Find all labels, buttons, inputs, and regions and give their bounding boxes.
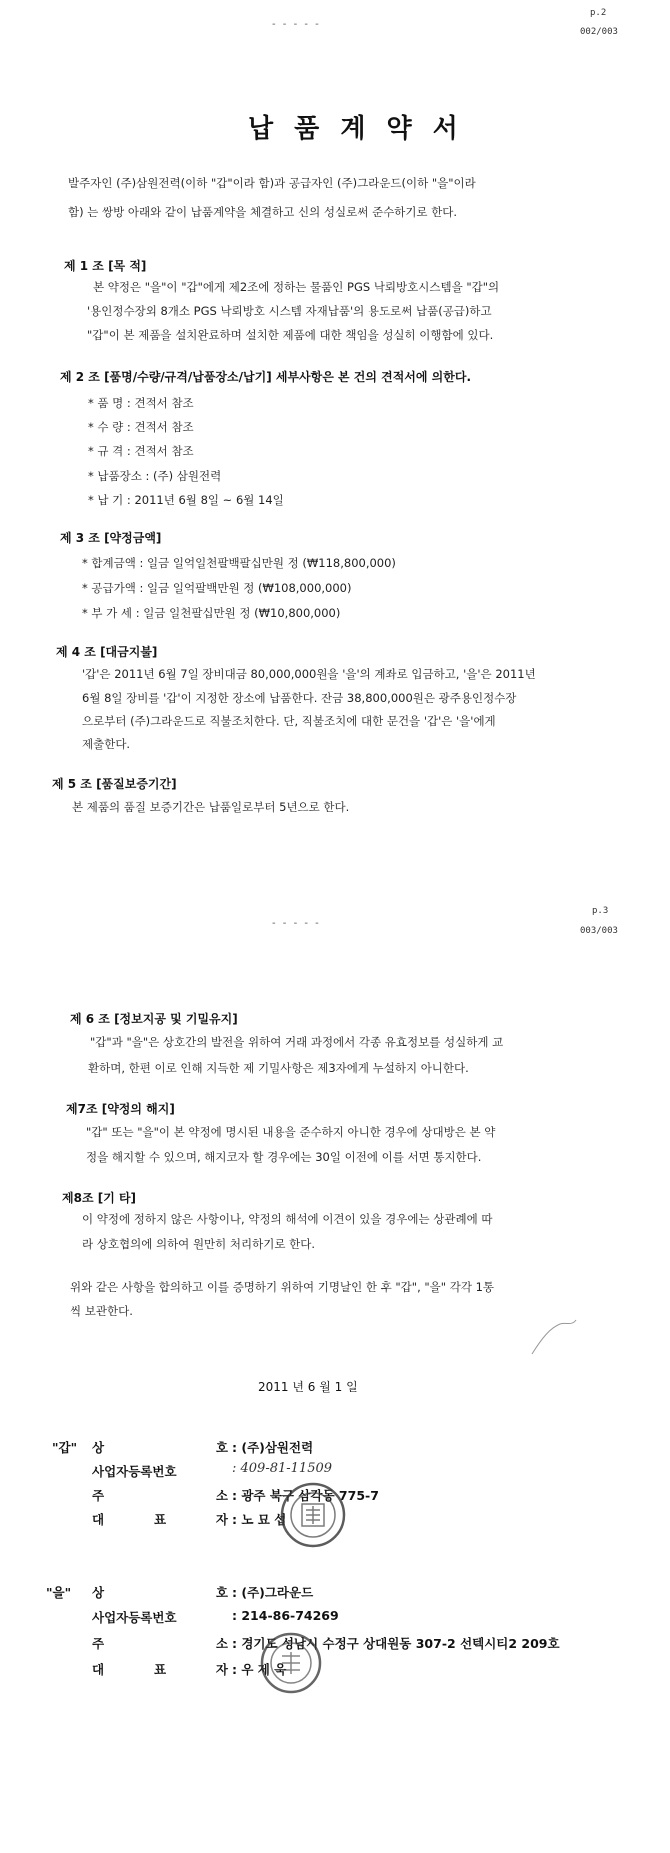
company-seal-a (278, 1480, 348, 1550)
article-6-line-2: 환하며, 한편 이로 인해 지득한 제 기밀사항은 제3자에게 누설하지 아니한다. (88, 1061, 469, 1075)
party-b-reg-label: 사업자등록번호 (92, 1610, 177, 1625)
article-4-heading: 제 4 조 [대금지불] (56, 645, 158, 659)
pen-mark (530, 1318, 580, 1358)
article-8-line-1: 이 약정에 정하지 않은 사항이나, 약정의 해석에 이견이 있을 경우에는 상관례에 따 (82, 1212, 493, 1226)
contract-date: 2011 년 6 월 1 일 (258, 1380, 358, 1394)
article-8-heading: 제8조 [기 타] (62, 1191, 137, 1205)
article-3-heading: 제 3 조 [약정금액] (60, 531, 162, 545)
article-1-line-2: '용인정수장외 8개소 PGS 낙뢰방호 시스템 자재납품'의 용도로써 납품(공급)하고 (87, 304, 492, 318)
article-5-line-1: 본 제품의 품질 보증기간은 납품일로부터 5년으로 한다. (72, 800, 350, 814)
article-7-heading: 제7조 [약정의 해지] (66, 1102, 175, 1116)
document-title: 납 품 계 약 서 (248, 114, 464, 144)
party-b-addr: : 경기도 성남시 수정구 상대원동 307-2 선텍시티2 209호 (232, 1636, 560, 1651)
article-8-line-2: 라 상호협의에 의하여 원만히 처리하기로 한다. (82, 1237, 316, 1251)
party-a-rep-label: 대 표 자 (92, 1512, 228, 1527)
party-b-reg: : 214-86-74269 (232, 1608, 339, 1623)
article-3-item: * 공급가액 : 일금 일억팔백만원 정 (₩108,000,000) (82, 581, 352, 595)
article-6-heading: 제 6 조 [정보지공 및 기밀유지] (70, 1012, 238, 1026)
closing-line-1: 위와 같은 사항을 합의하고 이를 증명하기 위하여 기명날인 한 후 "갑", "을" 각각 1통 (70, 1280, 495, 1294)
article-1-line-3: "갑"이 본 제품을 설치완료하며 설치한 제품에 대한 책임을 성실히 이행함에 있다. (87, 328, 494, 342)
intro-line-2: 함) 는 쌍방 아래와 같이 납품계약을 체결하고 신의 성실로써 준수하기로 한다. (68, 205, 458, 219)
article-2-item: * 규 격 : 견적서 참조 (88, 444, 194, 458)
article-4-line-1: '갑'은 2011년 6월 7일 장비대금 80,000,000원을 '을'의 계좌로 입금하고, '을'은 2011년 (82, 667, 536, 681)
article-7-line-2: 정을 해지할 수 있으며, 해지코자 할 경우에는 30일 이전에 이를 서면 통지한다. (86, 1150, 482, 1164)
party-a-reg: : 409-81-11509 (232, 1461, 333, 1476)
article-1-line-1: 본 약정은 "을"이 "갑"에게 제2조에 정하는 물품인 PGS 낙뢰방호시스템을 "갑"의 (93, 280, 500, 294)
party-a-rep: : 노 묘 섭 (232, 1512, 287, 1527)
article-2-item: * 수 량 : 견적서 참조 (88, 420, 194, 434)
fax-page-count: 003/003 (580, 926, 618, 936)
fax-page-number: p.3 (592, 906, 609, 916)
party-a-name-label: 상 호 (92, 1440, 228, 1455)
article-3-item: * 부 가 세 : 일금 일천팔십만원 정 (₩10,800,000) (82, 606, 341, 620)
party-b-addr-label: 주 소 (92, 1636, 228, 1651)
company-seal-b (258, 1630, 324, 1696)
article-2-heading: 제 2 조 [품명/수량/규격/납품장소/납기] 세부사항은 본 건의 견적서에 의한다. (60, 370, 472, 384)
fax-dashes: - - - - - (272, 918, 321, 929)
intro-line-1: 발주자인 (주)삼원전력(이하 "갑"이라 함)과 공급자인 (주)그라운드(이하 "을"이라 (68, 176, 476, 190)
party-a-role: "갑" (52, 1440, 78, 1455)
party-b-name: : (주)그라운드 (232, 1585, 314, 1600)
article-4-line-2: 6월 8일 장비를 '갑'이 지정한 장소에 납품한다. 잔금 38,800,000원은 광주용인정수장 (82, 691, 517, 705)
fax-dashes: - - - - - (272, 19, 321, 30)
article-4-line-3: 으로부터 (주)그라운드로 직불조치한다. 단, 직불조치에 대한 문건을 '갑'은 '을'에게 (82, 714, 496, 728)
party-b-role: "을" (46, 1585, 72, 1600)
party-b-name-label: 상 호 (92, 1585, 228, 1600)
party-b-rep: : 우 제 욱 (232, 1662, 287, 1677)
article-2-item: * 품 명 : 견적서 참조 (88, 396, 194, 410)
article-2-item: * 납품장소 : (주) 삼원전력 (88, 469, 222, 483)
party-b-rep-label: 대 표 자 (92, 1662, 228, 1677)
article-4-line-4: 제출한다. (82, 737, 131, 751)
article-7-line-1: "갑" 또는 "을"이 본 약정에 명시된 내용을 준수하지 아니한 경우에 상대방은 본 약 (86, 1125, 496, 1139)
article-5-heading: 제 5 조 [품질보증기간] (52, 777, 177, 791)
party-a-reg-label: 사업자등록번호 (92, 1464, 177, 1479)
party-a-name: : (주)삼원전력 (232, 1440, 314, 1455)
fax-page-count: 002/003 (580, 27, 618, 37)
article-1-heading: 제 1 조 [목 적] (64, 259, 147, 273)
party-a-addr-label: 주 소 (92, 1488, 228, 1503)
article-2-item: * 납 기 : 2011년 6월 8일 ~ 6월 14일 (88, 493, 284, 507)
party-a-addr: : 광주 북구 삼각동 775-7 (232, 1488, 379, 1503)
closing-line-2: 씩 보관한다. (70, 1304, 133, 1318)
article-6-line-1: "갑"과 "을"은 상호간의 발전을 위하여 거래 과정에서 각종 유효정보를 성실하게 교 (90, 1035, 504, 1049)
article-3-item: * 합계금액 : 일금 일억일천팔백팔십만원 정 (₩118,800,000) (82, 556, 396, 570)
fax-page-number: p.2 (590, 8, 607, 18)
